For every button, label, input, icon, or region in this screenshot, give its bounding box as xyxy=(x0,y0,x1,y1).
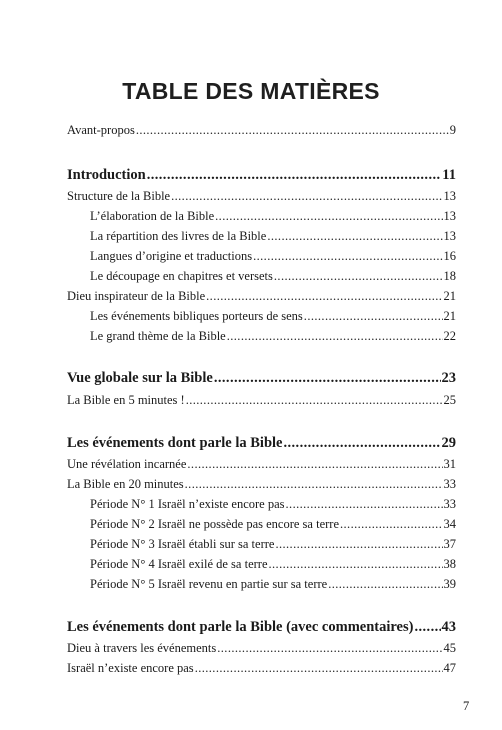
toc-entry-label: Avant-propos xyxy=(67,123,135,137)
toc-entry-page: 18 xyxy=(443,269,456,283)
dot-leader xyxy=(186,392,443,408)
dot-leader xyxy=(227,328,443,344)
toc-section-page: 29 xyxy=(441,435,456,451)
toc-entry-label: Période N° 3 Israël établi sur sa terre xyxy=(90,537,275,551)
toc-entry-page: 34 xyxy=(443,517,456,531)
toc-subentry-evenements-bibliques xyxy=(90,308,456,324)
toc-entry-structure xyxy=(67,188,456,204)
toc-entry-page: 31 xyxy=(443,457,456,471)
toc-entry-label: Une révélation incarnée xyxy=(67,457,187,471)
toc-entry-page: 22 xyxy=(443,329,456,343)
toc-entry-label: La Bible en 20 minutes xyxy=(67,477,184,491)
toc-subentry-decoupage xyxy=(90,268,456,284)
toc-entry-label: Dieu inspirateur de la Bible xyxy=(67,289,206,303)
page-number: 7 xyxy=(463,699,470,713)
toc-subentry-periode-1 xyxy=(90,496,456,512)
toc-entry-bible-5-minutes xyxy=(67,392,456,408)
toc-section-label: Les événements dont parle la Bible xyxy=(67,435,283,451)
dot-leader xyxy=(414,618,440,636)
toc-entry-label: Le découpage en chapitres et versets xyxy=(90,269,273,283)
dot-leader xyxy=(283,434,440,452)
toc-section-page: 43 xyxy=(441,619,456,635)
toc-section-introduction xyxy=(67,166,456,184)
dot-leader xyxy=(328,576,442,592)
toc-entry-page: 39 xyxy=(443,577,456,591)
dot-leader xyxy=(206,288,442,304)
toc-entry-page: 33 xyxy=(443,477,456,491)
toc-entry-israel-existe-pas xyxy=(67,660,456,676)
toc-entry-label: Les événements bibliques porteurs de sens xyxy=(90,309,303,323)
toc-subentry-grand-theme xyxy=(90,328,456,344)
dot-leader xyxy=(340,516,443,532)
dot-leader xyxy=(304,308,443,324)
toc-entry-label: Période N° 4 Israël exilé de sa terre xyxy=(90,557,268,571)
dot-leader xyxy=(274,268,443,284)
dot-leader xyxy=(217,640,442,656)
toc-section-page: 11 xyxy=(442,167,456,183)
toc-entry-label: La répartition des livres de la Bible xyxy=(90,229,267,243)
toc-entry-page: 9 xyxy=(449,123,456,137)
toc-entry-page: 33 xyxy=(443,497,456,511)
toc-entry-avant-propos xyxy=(67,122,456,138)
toc-subentry-periode-3 xyxy=(90,536,456,552)
toc-section-evenements xyxy=(67,434,456,452)
toc-entry-label: Période N° 2 Israël ne possède pas encore sa terre xyxy=(90,517,339,531)
dot-leader xyxy=(185,476,443,492)
toc-entry-label: Israël n’existe encore pas xyxy=(67,661,194,675)
toc-entry-label: Période N° 5 Israël revenu en partie sur sa terre xyxy=(90,577,328,591)
toc-entry-page: 47 xyxy=(443,661,456,675)
toc-subentry-langues xyxy=(90,248,456,264)
toc-subentry-elaboration xyxy=(90,208,456,224)
toc-entry-label: Structure de la Bible xyxy=(67,189,171,203)
toc-section-page: 23 xyxy=(441,370,456,386)
page-title: TABLE DES MATIÈRES xyxy=(122,78,380,104)
toc-entry-label: L’élaboration de la Bible xyxy=(90,209,215,223)
dot-leader xyxy=(171,188,442,204)
dot-leader xyxy=(214,369,441,387)
toc-entry-revelation-incarnee xyxy=(67,456,456,472)
dot-leader xyxy=(136,122,449,138)
dot-leader xyxy=(275,536,442,552)
toc-section-vue-globale xyxy=(67,369,456,387)
toc-entry-label: Langues d’origine et traductions xyxy=(90,249,253,263)
toc-entry-page: 13 xyxy=(443,189,456,203)
toc-entry-label: Le grand thème de la Bible xyxy=(90,329,226,343)
toc-entry-dieu-inspirateur xyxy=(67,288,456,304)
toc-entry-page: 16 xyxy=(443,249,456,263)
toc-subentry-periode-5 xyxy=(90,576,456,592)
toc-section-evenements-commentaires xyxy=(67,618,456,636)
dot-leader xyxy=(195,660,443,676)
dot-leader xyxy=(267,228,442,244)
toc-subentry-periode-2 xyxy=(90,516,456,532)
toc-entry-page: 37 xyxy=(443,537,456,551)
toc-entry-page: 21 xyxy=(443,289,456,303)
dot-leader xyxy=(269,556,443,572)
toc-entry-bible-20-minutes xyxy=(67,476,456,492)
dot-leader xyxy=(147,166,442,184)
toc-section-label: Vue globale sur la Bible xyxy=(67,370,213,386)
toc-section-label: Introduction xyxy=(67,167,146,183)
toc-entry-page: 13 xyxy=(443,209,456,223)
dot-leader xyxy=(253,248,442,264)
toc-entry-page: 25 xyxy=(443,393,456,407)
dot-leader xyxy=(215,208,442,224)
toc-subentry-periode-4 xyxy=(90,556,456,572)
toc-entry-label: Dieu à travers les événements xyxy=(67,641,217,655)
dot-leader xyxy=(187,456,442,472)
toc-entry-page: 45 xyxy=(443,641,456,655)
toc-section-label: Les événements dont parle la Bible (avec commentaires) xyxy=(67,619,414,635)
toc-entry-dieu-evenements xyxy=(67,640,456,656)
toc-entry-page: 21 xyxy=(443,309,456,323)
dot-leader xyxy=(286,496,443,512)
toc-subentry-repartition xyxy=(90,228,456,244)
toc-entry-page: 13 xyxy=(443,229,456,243)
toc-entry-page: 38 xyxy=(443,557,456,571)
toc-entry-label: Période N° 1 Israël n’existe encore pas xyxy=(90,497,285,511)
toc-entry-label: La Bible en 5 minutes ! xyxy=(67,393,185,407)
